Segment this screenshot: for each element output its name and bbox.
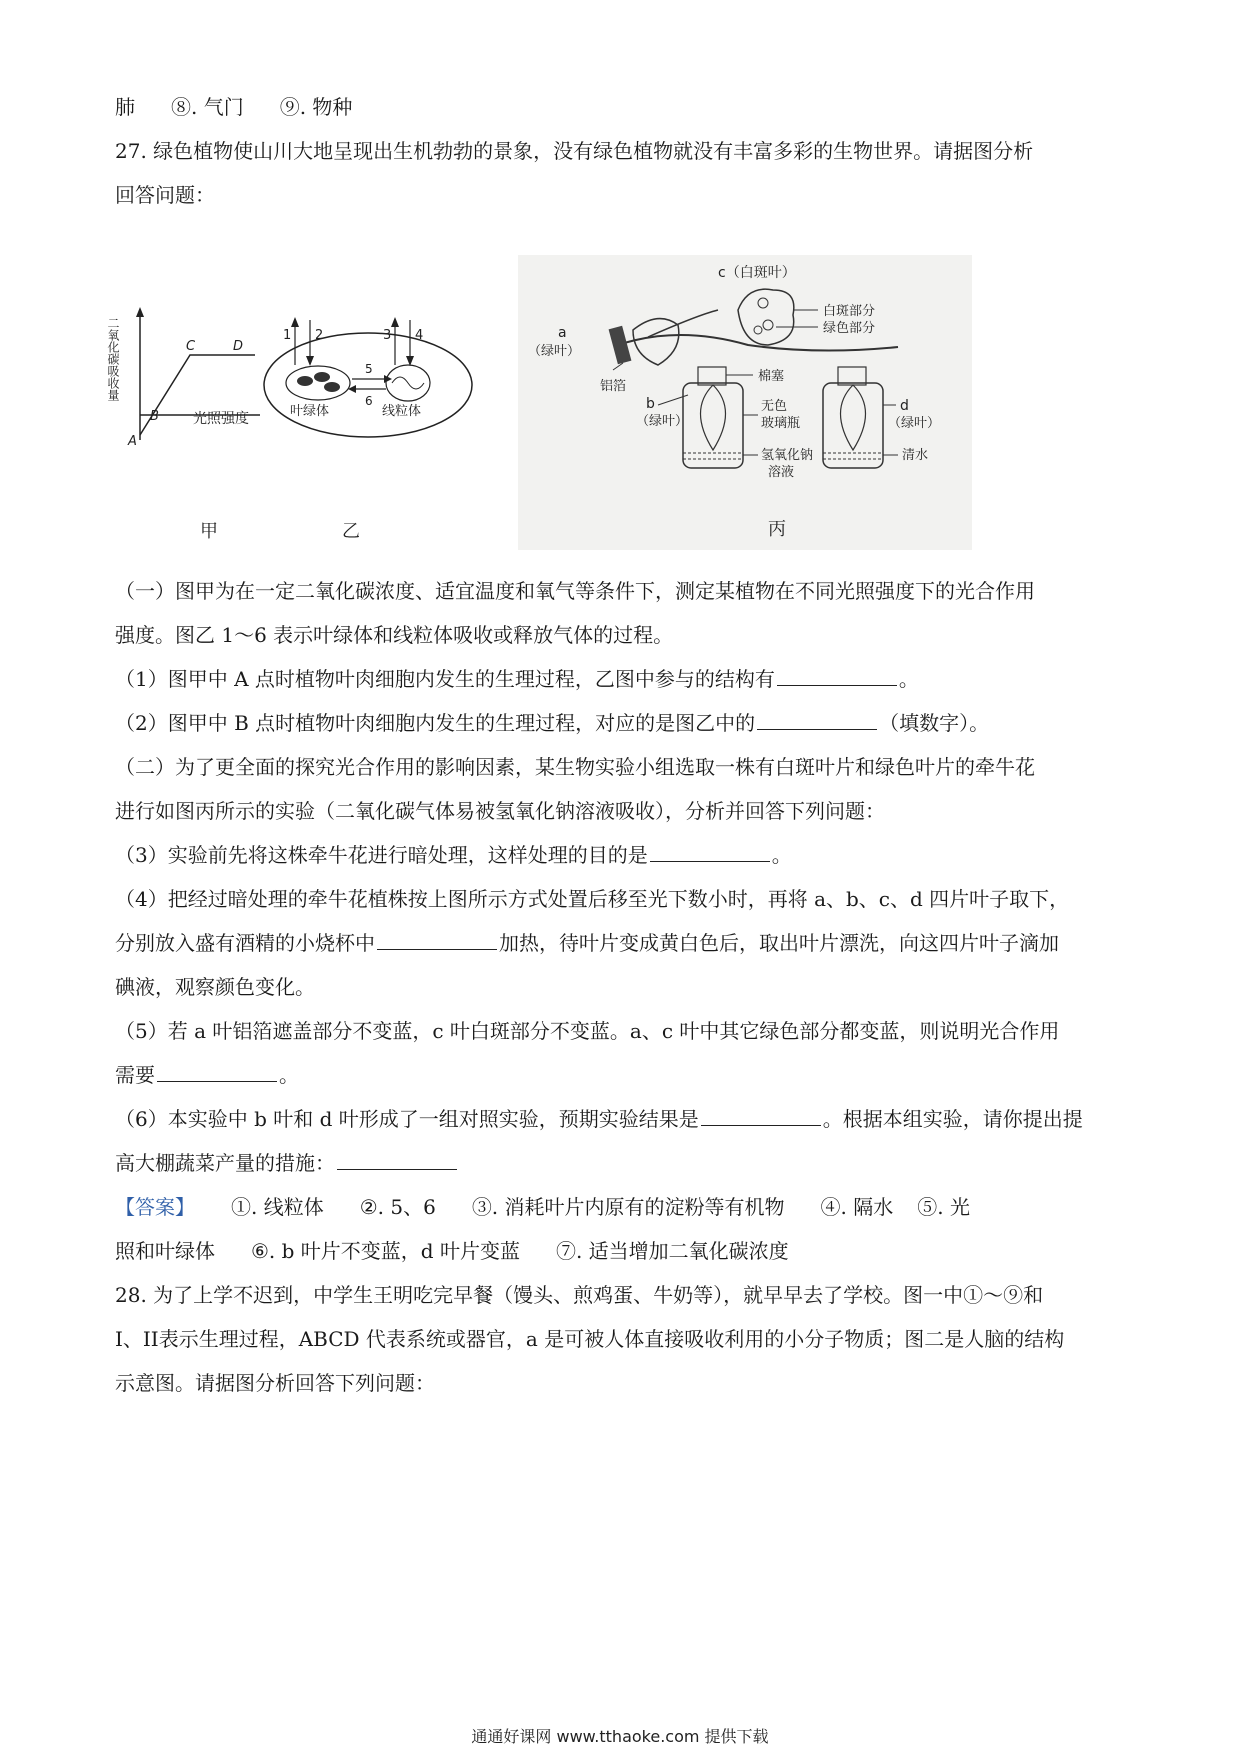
bing-d-sub: （绿叶）	[888, 416, 941, 431]
bing-caption: 丙	[768, 519, 786, 540]
prev-answer-tail: 肺 ⑧. 气门 ⑨. 物种	[115, 95, 353, 119]
yi-arrow-6: 6	[365, 394, 373, 408]
yi-arrow-2: 2	[315, 328, 324, 343]
figure-yi	[264, 317, 472, 542]
bing-naoh-1: 氢氧化钠	[761, 448, 814, 463]
figure-bing	[518, 255, 972, 550]
bing-c-label: c（白斑叶）	[718, 265, 796, 281]
bing-green-part: 绿色部分	[823, 321, 876, 336]
answer-tag: 【答案】	[115, 1195, 195, 1219]
bing-foil: 铝箔	[600, 379, 627, 394]
jia-point-b: B	[150, 409, 159, 424]
q27-figure	[106, 255, 970, 555]
yi-arrow-3: 3	[383, 328, 392, 343]
jia-point-a: A	[128, 434, 137, 449]
question-6-line-1: （6）本实验中 b 叶和 d 叶形成了一组对照实验，预期实验结果是 。根据本组实验，请你提出提	[115, 1107, 1083, 1131]
answer-line-2: 照和叶绿体 ⑥. b 叶片不变蓝，d 叶片变蓝 ⑦. 适当增加二氧化碳浓度	[115, 1239, 789, 1263]
answer-blank-3[interactable]	[650, 843, 770, 862]
foil-shape	[609, 326, 632, 364]
question-4-line-2: 分别放入盛有酒精的小烧杯中 加热，待叶片变成黄白色后，取出叶片漂洗，向这四片叶子滴加	[115, 931, 1059, 955]
bing-a-sub: （绿叶）	[528, 344, 581, 359]
bing-b-sub: （绿叶）	[636, 414, 689, 429]
jia-xlabel: 光照强度	[193, 411, 249, 427]
yi-arrow-5: 5	[365, 362, 373, 376]
bing-d-label: d	[900, 398, 909, 414]
jia-caption: 甲	[200, 521, 218, 542]
part2-intro-1: （二）为了更全面的探究光合作用的影响因素，某生物实验小组选取一株有白斑叶片和绿色叶片的牵牛花	[115, 755, 1035, 779]
figure-jia-yi	[106, 255, 518, 555]
q28-line-2: I、II表示生理过程，ABCD 代表系统或器官，a 是可被人体直接吸收利用的小分子物质；图二是人脑的结构	[115, 1327, 1065, 1351]
leaf-c-shape	[738, 289, 794, 345]
part1-intro-1: （一）图甲为在一定二氧化碳浓度、适宜温度和氧气等条件下，测定某植物在不同光照强度下的光合作用	[115, 579, 1035, 603]
jia-point-d: D	[233, 339, 244, 354]
q27-title-line-2: 回答问题：	[115, 183, 215, 207]
jia-ylabel: 二氧化碳吸收量	[106, 317, 120, 401]
q28-line-1: 28. 为了上学不迟到，中学生王明吃完早餐（馒头、煎鸡蛋、牛奶等），就早早去了学校。图一中①～⑨和	[115, 1283, 1044, 1307]
question-4-line-1: （4）把经过暗处理的牵牛花植株按上图所示方式处置后移至光下数小时，再将 a、b、c、d 四片叶子取下，	[115, 887, 1070, 911]
answer-blank-2[interactable]	[757, 711, 877, 730]
q27-title-line-1: 27. 绿色植物使山川大地呈现出生机勃勃的景象，没有绿色植物就没有丰富多彩的生物世界。请据图分析	[115, 139, 1034, 163]
question-5-line-1: （5）若 a 叶铝箔遮盖部分不变蓝，c 叶白斑部分不变蓝。a、c 叶中其它绿色部分都变蓝，则说明光合作用	[115, 1019, 1060, 1043]
bottle-right-shape	[823, 383, 883, 468]
part1-intro-2: 强度。图乙 1～6 表示叶绿体和线粒体吸收或释放气体的过程。	[115, 623, 674, 647]
bing-a-label: a	[558, 325, 567, 341]
question-1: （1）图甲中 A 点时植物叶肉细胞内发生的生理过程，乙图中参与的结构有 。	[115, 667, 919, 691]
page-footer: 通通好课网 www.tthaoke.com 提供下载	[471, 1727, 769, 1746]
answer-blank-7[interactable]	[337, 1151, 457, 1170]
bing-water: 清水	[902, 448, 929, 463]
question-4-line-3: 碘液，观察颜色变化。	[115, 975, 315, 999]
bing-b-label: b	[646, 396, 655, 412]
bing-white-part: 白斑部分	[823, 304, 876, 319]
answer-blank-6[interactable]	[701, 1107, 821, 1126]
question-3: （3）实验前先将这株牵牛花进行暗处理，这样处理的目的是 。	[115, 843, 792, 867]
bottle-left-shape	[683, 383, 743, 468]
yi-mitochondrion-label: 线粒体	[382, 404, 422, 419]
yi-arrow-1: 1	[283, 328, 292, 343]
question-2: （2）图甲中 B 点时植物叶肉细胞内发生的生理过程，对应的是图乙中的 （填数字）。	[115, 711, 990, 735]
answer-blank-5[interactable]	[157, 1063, 277, 1082]
answer-blank-4[interactable]	[377, 931, 497, 950]
bing-naoh-2: 溶液	[768, 465, 795, 480]
question-6-line-2: 高大棚蔬菜产量的措施：	[115, 1149, 1130, 1177]
yi-arrow-4: 4	[415, 328, 424, 343]
answer-blank-1[interactable]	[777, 667, 897, 686]
figure-jia	[106, 307, 260, 542]
bing-bottle-2: 玻璃瓶	[761, 416, 801, 431]
bing-bottle-1: 无色	[761, 399, 788, 414]
question-5-line-2: 需要 。	[115, 1063, 299, 1087]
answer-line-1: 【答案】 ①. 线粒体 ②. 5、6 ③. 消耗叶片内原有的淀粉等有机物 ④. 隔水 ⑤. 光	[115, 1195, 970, 1219]
yi-chloroplast-label: 叶绿体	[290, 404, 330, 419]
q28-line-3: 示意图。请据图分析回答下列问题：	[115, 1371, 435, 1395]
jia-point-c: C	[186, 339, 196, 354]
leaf-a-shape	[633, 319, 679, 365]
yi-caption: 乙	[342, 521, 360, 542]
part2-intro-2: 进行如图丙所示的实验（二氧化碳气体易被氢氧化钠溶液吸收），分析并回答下列问题：	[115, 799, 885, 823]
bing-cotton: 棉塞	[758, 369, 785, 384]
